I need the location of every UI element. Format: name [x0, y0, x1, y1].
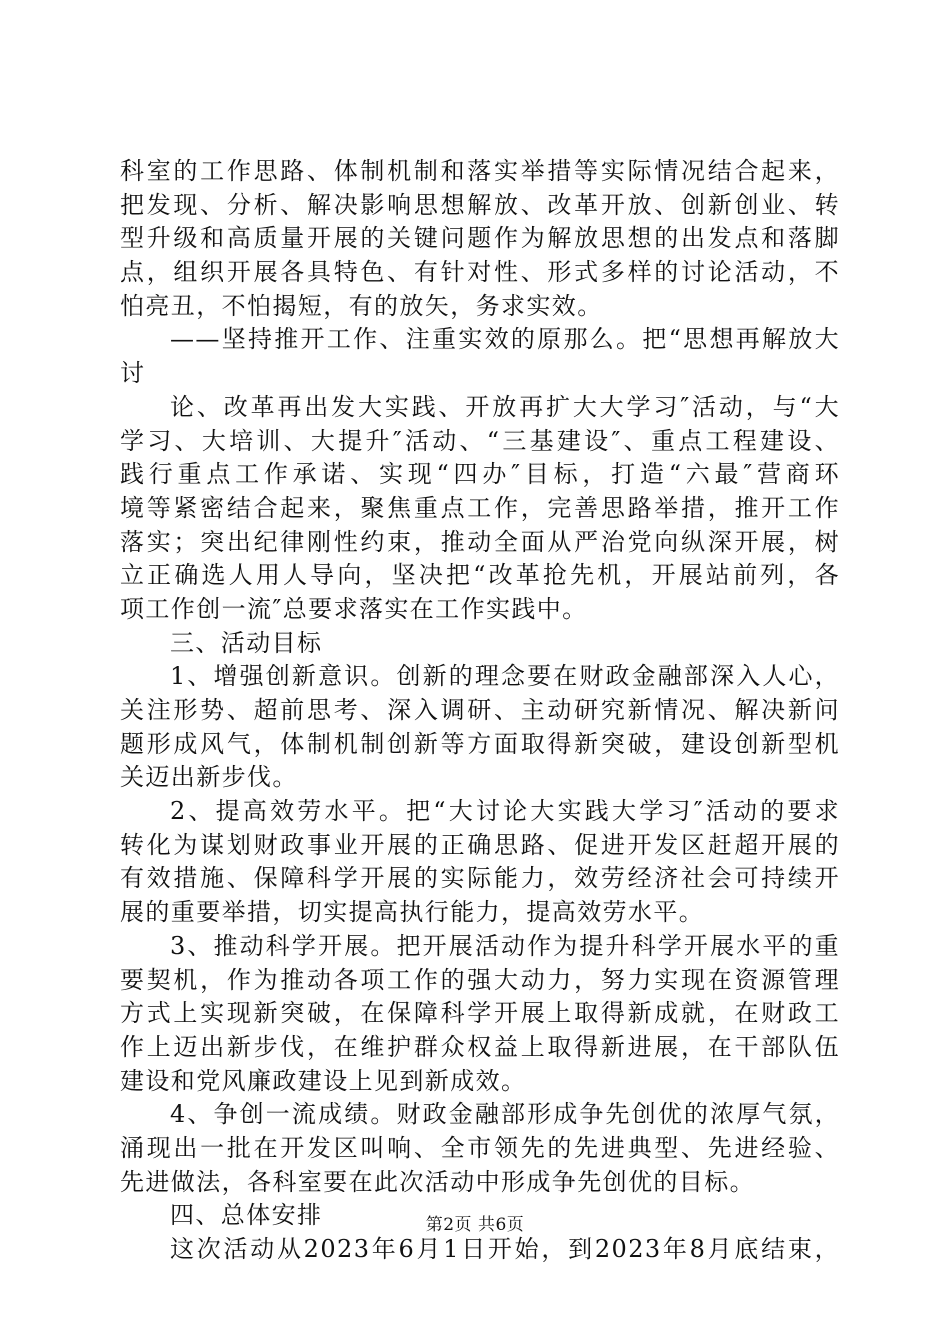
text-line: 立正确选人用人导向，坚决把“改革抢先机，开展站前列，各 [120, 561, 840, 590]
document-body [120, 155, 840, 1267]
text-line: 践行重点工作承诺、实现“四办″目标，打造“六最″营商环 [120, 460, 840, 489]
text-line: 关注形势、超前思考、深入调研、主动研究新情况、解决新问 [120, 696, 840, 724]
text-line: 项工作创一流″总要求落实在工作实践中。 [120, 594, 588, 623]
text-line: 落实；突出纪律刚性约束，推动全面从严治党向纵深开展，树 [120, 527, 840, 556]
text-line: 题形成风气，体制机制创新等方面取得新突破，建设创新型机 [120, 729, 840, 758]
section-heading: 三、活动目标 [170, 628, 323, 657]
text-line: 有效措施、保障科学开展的实际能力，效劳经济社会可持续开 [120, 864, 840, 893]
text-line: 关迈出新步伐。 [120, 763, 298, 792]
text-line: 点，组织开展各具特色、有针对性、形式多样的讨论活动，不 [120, 258, 840, 287]
text-line: 2、提高效劳水平。把“大讨论大实践大学习″活动的要求 [170, 797, 840, 826]
text-line: ——坚持推开工作、注重实效的原那么。把“思想再解放大 [170, 325, 840, 354]
text-line: 先进做法，各科室要在此次活动中形成争先创优的目标。 [120, 1167, 755, 1196]
text-line: 3、推动科学开展。把开展活动作为提升科学开展水平的重 [170, 931, 840, 960]
text-line: 4、争创一流成绩。财政金融部形成争先创优的浓厚气氛， [170, 1100, 840, 1129]
text-line: 讨 [120, 359, 146, 388]
text-line: 学习、大培训、大提升″活动、“三基建设″、重点工程建设、 [120, 426, 840, 455]
text-line: 论、改革再出发大实践、开放再扩大大学习″活动，与“大 [170, 392, 840, 421]
text-line: 怕亮丑，不怕揭短，有的放矢，务求实效。 [120, 291, 603, 320]
text-line: 涌现出一批在开发区叫响、全市领先的先进典型、先进经验、 [120, 1133, 840, 1162]
text-line: 作上迈出新步伐，在维护群众权益上取得新进展，在干部队伍 [120, 1032, 840, 1061]
text-line: 1、增强创新意识。创新的理念要在财政金融部深入人心， [170, 662, 840, 691]
text-line: 方式上实现新突破，在保障科学开展上取得新成就，在财政工 [120, 999, 840, 1028]
section-heading: 四、总体安排 [170, 1201, 323, 1230]
text-line: 建设和党风廉政建设上见到新成效。 [120, 1066, 527, 1095]
text-line: 把发现、分析、解决影响思想解放、改革开放、创新创业、转 [120, 190, 840, 219]
page-number-footer: 第2页 共6页 [425, 1215, 525, 1235]
text-line: 展的重要举措，切实提高执行能力，提高效劳水平。 [120, 898, 705, 927]
text-line: 要契机，作为推动各项工作的强大动力，努力实现在资源管理 [120, 965, 840, 994]
text-line: 这次活动从2023年6月1日开始，到2023年8月底结束， [170, 1235, 840, 1263]
text-line: 转化为谋划财政事业开展的正确思路、促进开发区赶超开展的 [120, 830, 840, 859]
text-line: 境等紧密结合起来，聚焦重点工作，完善思路举措，推开工作 [120, 493, 840, 522]
text-line: 科室的工作思路、体制机制和落实举措等实际情况结合起来， [120, 157, 840, 185]
text-line: 型升级和高质量开展的关键问题作为解放思想的出发点和落脚 [120, 224, 840, 253]
